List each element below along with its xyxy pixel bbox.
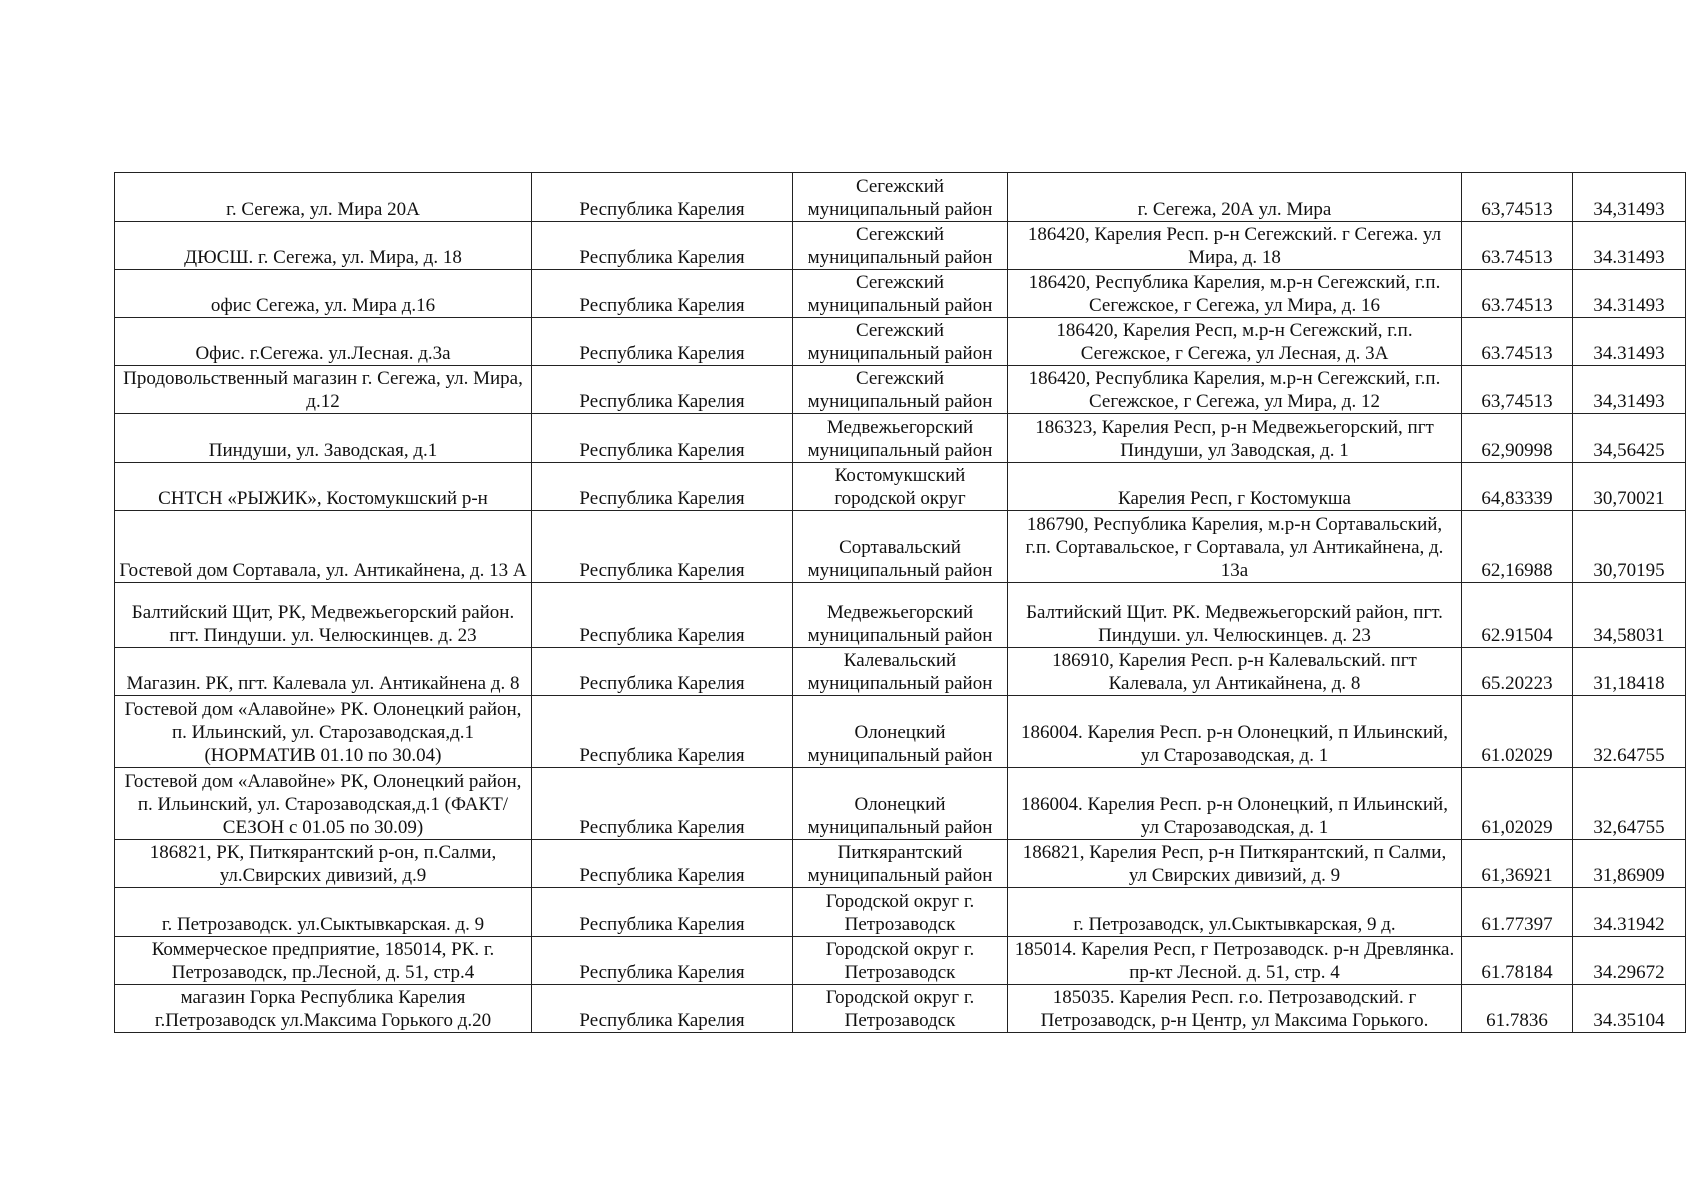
cell-longitude: 34,31493 [1573, 173, 1686, 222]
cell-address: 186420, Республика Карелия, м.р-н Сегежский, г.п. Сегежское, г Сегежа, ул Мира, д. 12 [1008, 366, 1462, 414]
table-row [115, 888, 1686, 937]
table-row [115, 648, 1686, 696]
cell-district: Сегежский муниципальный район [793, 270, 1008, 318]
table-row [115, 366, 1686, 414]
table-row [115, 985, 1686, 1033]
table-row [115, 173, 1686, 222]
table-row [115, 414, 1686, 463]
cell-address: 186821, Карелия Респ, р-н Питкярантский, п Салми, ул Свирских дивизий, д. 9 [1008, 840, 1462, 888]
cell-name: Гостевой дом «Алавойне» РК, Олонецкий район, п. Ильинский, ул. Старозаводская,д.1 (ФАКТ/СЕЗОН с 01.05 по 30.09) [115, 768, 532, 840]
cell-district: Сегежский муниципальный район [793, 173, 1008, 222]
cell-longitude: 30,70195 [1573, 511, 1686, 583]
cell-region: Республика Карелия [532, 463, 793, 511]
cell-address: 186004. Карелия Респ. р-н Олонецкий, п Ильинский, ул Старозаводская, д. 1 [1008, 768, 1462, 840]
cell-address: 186910, Карелия Респ. р-н Калевальский. пгт Калевала, ул Антикайнена, д. 8 [1008, 648, 1462, 696]
locations-table [114, 172, 1686, 1033]
cell-region: Республика Карелия [532, 270, 793, 318]
cell-latitude: 63,74513 [1462, 366, 1573, 414]
cell-longitude: 34,31493 [1573, 366, 1686, 414]
cell-district: Городской округ г. Петрозаводск [793, 937, 1008, 985]
table-row [115, 463, 1686, 511]
cell-district: Сегежский муниципальный район [793, 318, 1008, 366]
cell-longitude: 34.35104 [1573, 985, 1686, 1033]
cell-region: Республика Карелия [532, 696, 793, 768]
cell-region: Республика Карелия [532, 985, 793, 1033]
cell-district: Городской округ г. Петрозаводск [793, 985, 1008, 1033]
cell-district: Сортавальский муниципальный район [793, 511, 1008, 583]
cell-latitude: 65.20223 [1462, 648, 1573, 696]
cell-district: Медвежьегорский муниципальный район [793, 414, 1008, 463]
cell-address: 186004. Карелия Респ. р-н Олонецкий, п Ильинский, ул Старозаводская, д. 1 [1008, 696, 1462, 768]
table-row [115, 222, 1686, 270]
cell-longitude: 34,58031 [1573, 583, 1686, 648]
cell-name: г. Сегежа, ул. Мира 20А [115, 173, 532, 222]
cell-name: Гостевой дом «Алавойне» РК. Олонецкий район, п. Ильинский, ул. Старозаводская,д.1 (НОРМАТИВ 01.10 по 30.04) [115, 696, 532, 768]
cell-longitude: 34.31942 [1573, 888, 1686, 937]
cell-latitude: 61.78184 [1462, 937, 1573, 985]
cell-address: Балтийский Щит. РК. Медвежьегорский район, пгт. Пиндуши. ул. Челюскинцев. д. 23 [1008, 583, 1462, 648]
cell-address: 186420, Карелия Респ. р-н Сегежский. г Сегежа. ул Мира, д. 18 [1008, 222, 1462, 270]
cell-region: Республика Карелия [532, 511, 793, 583]
cell-region: Республика Карелия [532, 414, 793, 463]
cell-latitude: 63.74513 [1462, 270, 1573, 318]
cell-longitude: 31,18418 [1573, 648, 1686, 696]
cell-region: Республика Карелия [532, 840, 793, 888]
table-row [115, 318, 1686, 366]
cell-latitude: 62,90998 [1462, 414, 1573, 463]
cell-latitude: 64,83339 [1462, 463, 1573, 511]
cell-region: Республика Карелия [532, 648, 793, 696]
cell-address: г. Сегежа, 20А ул. Мира [1008, 173, 1462, 222]
table-body [115, 173, 1686, 1033]
cell-name: магазин Горка Республика Карелия г.Петрозаводск ул.Максима Горького д.20 [115, 985, 532, 1033]
cell-address: 186790, Республика Карелия, м.р-н Сортавальский, г.п. Сортавальское, г Сортавала, ул Антикайнена, д. 13а [1008, 511, 1462, 583]
cell-district: Олонецкий муниципальный район [793, 768, 1008, 840]
cell-longitude: 31,86909 [1573, 840, 1686, 888]
cell-latitude: 61,36921 [1462, 840, 1573, 888]
cell-region: Республика Карелия [532, 173, 793, 222]
table-row [115, 696, 1686, 768]
cell-longitude: 34.31493 [1573, 222, 1686, 270]
cell-name: Продовольственный магазин г. Сегежа, ул. Мира, д.12 [115, 366, 532, 414]
cell-district: Костомукшский городской округ [793, 463, 1008, 511]
cell-address: 185035. Карелия Респ. г.о. Петрозаводский. г Петрозаводск, р-н Центр, ул Максима Горького. [1008, 985, 1462, 1033]
cell-address: 186323, Карелия Респ, р-н Медвежьегорский, пгт Пиндуши, ул Заводская, д. 1 [1008, 414, 1462, 463]
table-row [115, 768, 1686, 840]
cell-longitude: 34.29672 [1573, 937, 1686, 985]
cell-name: ДЮСШ. г. Сегежа, ул. Мира, д. 18 [115, 222, 532, 270]
cell-address: 186420, Карелия Респ, м.р-н Сегежский, г.п. Сегежское, г Сегежа, ул Лесная, д. 3А [1008, 318, 1462, 366]
table-row [115, 937, 1686, 985]
cell-latitude: 63.74513 [1462, 318, 1573, 366]
cell-district: Сегежский муниципальный район [793, 366, 1008, 414]
cell-district: Калевальский муниципальный район [793, 648, 1008, 696]
cell-latitude: 63.74513 [1462, 222, 1573, 270]
cell-latitude: 61.02029 [1462, 696, 1573, 768]
cell-latitude: 63,74513 [1462, 173, 1573, 222]
table-row [115, 840, 1686, 888]
cell-longitude: 34,56425 [1573, 414, 1686, 463]
cell-longitude: 32,64755 [1573, 768, 1686, 840]
cell-address: 185014. Карелия Респ, г Петрозаводск. р-н Древлянка. пр-кт Лесной. д. 51, стр. 4 [1008, 937, 1462, 985]
cell-name: Магазин. РК, пгт. Калевала ул. Антикайнена д. 8 [115, 648, 532, 696]
table-row [115, 583, 1686, 648]
cell-region: Республика Карелия [532, 937, 793, 985]
table-row [115, 270, 1686, 318]
cell-name: г. Петрозаводск. ул.Сыктывкарская. д. 9 [115, 888, 532, 937]
cell-region: Республика Карелия [532, 768, 793, 840]
cell-address: г. Петрозаводск, ул.Сыктывкарская, 9 д. [1008, 888, 1462, 937]
cell-name: Балтийский Щит, РК, Медвежьегорский район. пгт. Пиндуши. ул. Челюскинцев. д. 23 [115, 583, 532, 648]
cell-district: Городской округ г. Петрозаводск [793, 888, 1008, 937]
cell-district: Олонецкий муниципальный район [793, 696, 1008, 768]
cell-name: Офис. г.Сегежа. ул.Лесная. д.3а [115, 318, 532, 366]
cell-name: офис Сегежа, ул. Мира д.16 [115, 270, 532, 318]
cell-longitude: 34.31493 [1573, 270, 1686, 318]
cell-name: СНТСН «РЫЖИК», Костомукшский р-н [115, 463, 532, 511]
cell-district: Медвежьегорский муниципальный район [793, 583, 1008, 648]
cell-latitude: 61,02029 [1462, 768, 1573, 840]
cell-address: 186420, Республика Карелия, м.р-н Сегежский, г.п. Сегежское, г Сегежа, ул Мира, д. 16 [1008, 270, 1462, 318]
cell-longitude: 34.31493 [1573, 318, 1686, 366]
cell-name: Гостевой дом Сортавала, ул. Антикайнена, д. 13 А [115, 511, 532, 583]
cell-longitude: 32.64755 [1573, 696, 1686, 768]
cell-region: Республика Карелия [532, 366, 793, 414]
cell-region: Республика Карелия [532, 888, 793, 937]
cell-longitude: 30,70021 [1573, 463, 1686, 511]
cell-latitude: 62,16988 [1462, 511, 1573, 583]
cell-district: Сегежский муниципальный район [793, 222, 1008, 270]
cell-region: Республика Карелия [532, 318, 793, 366]
cell-name: 186821, РК, Питкярантский р-он, п.Салми, ул.Свирских дивизий, д.9 [115, 840, 532, 888]
cell-latitude: 61.7836 [1462, 985, 1573, 1033]
cell-latitude: 61.77397 [1462, 888, 1573, 937]
cell-address: Карелия Респ, г Костомукша [1008, 463, 1462, 511]
cell-district: Питкярантский муниципальный район [793, 840, 1008, 888]
table-row [115, 511, 1686, 583]
cell-region: Республика Карелия [532, 222, 793, 270]
cell-region: Республика Карелия [532, 583, 793, 648]
cell-latitude: 62.91504 [1462, 583, 1573, 648]
cell-name: Пиндуши, ул. Заводская, д.1 [115, 414, 532, 463]
cell-name: Коммерческое предприятие, 185014, РК. г. Петрозаводск, пр.Лесной, д. 51, стр.4 [115, 937, 532, 985]
